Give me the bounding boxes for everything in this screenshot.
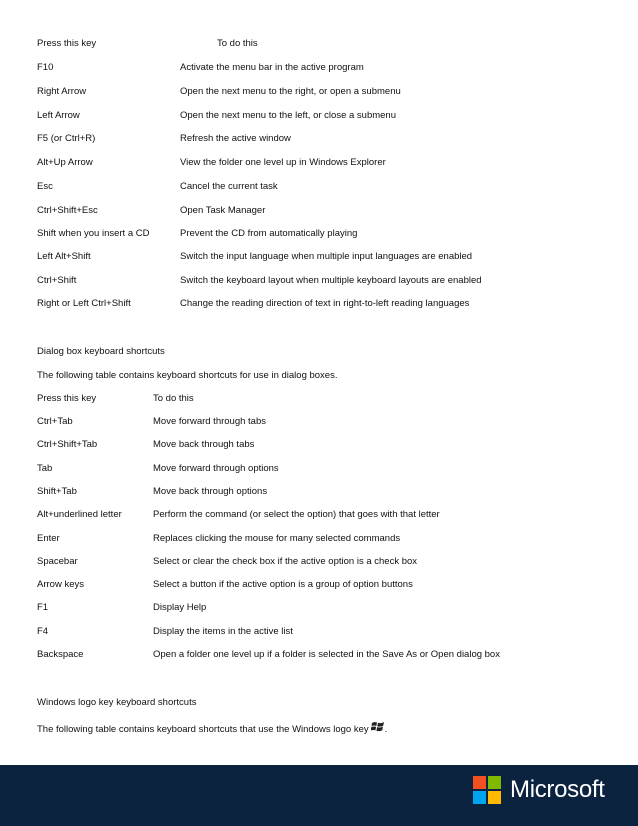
key-cell: Shift+Tab: [37, 486, 77, 497]
key-cell: Left Arrow: [37, 110, 80, 121]
key-cell: Ctrl+Shift: [37, 275, 77, 286]
key-cell: Ctrl+Shift+Esc: [37, 205, 98, 216]
table-row: [37, 509, 440, 521]
table-row: [37, 602, 207, 614]
action-cell: Display Help: [153, 602, 207, 613]
windows-logo-icon: [371, 720, 385, 737]
table-row: [37, 463, 279, 475]
table-row: [37, 62, 364, 74]
brand-name: Microsoft: [510, 776, 605, 803]
key-cell: Right or Left Ctrl+Shift: [37, 298, 131, 309]
action-cell: Display the items in the active list: [153, 626, 293, 637]
action-cell: Select or clear the check box if the active option is a check box: [153, 556, 418, 567]
key-cell: Arrow keys: [37, 579, 84, 590]
section-heading: Dialog box keyboard shortcuts: [37, 346, 165, 357]
key-cell: Alt+Up Arrow: [37, 157, 93, 168]
section-intro-end: .: [384, 724, 388, 735]
key-cell: Backspace: [37, 649, 84, 660]
table-row: [37, 86, 401, 98]
key-cell: Tab: [37, 463, 53, 474]
action-cell: Move back through tabs: [153, 439, 255, 450]
action-cell: Cancel the current task: [180, 181, 278, 192]
table-row: [37, 649, 500, 661]
key-cell: F4: [37, 626, 49, 637]
action-cell: To do this: [217, 38, 258, 49]
table-row: [37, 439, 255, 451]
action-cell: Switch the keyboard layout when multiple keyboard layouts are enabled: [180, 275, 482, 286]
action-cell: View the folder one level up in Windows Explorer: [180, 157, 386, 168]
table-row: [37, 133, 291, 145]
action-cell: Select a button if the active option is a group of option buttons: [153, 579, 413, 590]
key-cell: F5 (or Ctrl+R): [37, 133, 96, 144]
key-cell: Right Arrow: [37, 86, 87, 97]
action-cell: Move back through options: [153, 486, 268, 497]
section-intro: The following table contains keyboard shortcuts for use in dialog boxes.: [37, 370, 338, 381]
action-cell: Switch the input language when multiple input languages are enabled: [180, 251, 473, 262]
action-cell: Activate the menu bar in the active program: [180, 62, 364, 73]
key-cell: Shift when you insert a CD: [37, 228, 150, 239]
table-row: [37, 626, 293, 638]
table-row: [37, 110, 396, 122]
key-cell: Alt+underlined letter: [37, 509, 122, 520]
section-intro: [37, 720, 387, 737]
table-row: [37, 251, 473, 263]
key-cell: F1: [37, 602, 49, 613]
table-row: [37, 38, 258, 50]
key-cell: Press this key: [37, 393, 97, 404]
table-row: [37, 533, 401, 545]
action-cell: Open Task Manager: [180, 205, 266, 216]
action-cell: Move forward through tabs: [153, 416, 267, 427]
key-cell: Ctrl+Shift+Tab: [37, 439, 98, 450]
action-cell: Open a folder one level up if a folder is selected in the Save As or Open dialog box: [153, 649, 500, 660]
action-cell: Move forward through options: [153, 463, 279, 474]
action-cell: Perform the command (or select the option) that goes with that letter: [153, 509, 440, 520]
action-cell: To do this: [153, 393, 194, 404]
action-cell: Open the next menu to the right, or open a submenu: [180, 86, 401, 97]
table-row: [37, 181, 278, 193]
key-cell: Press this key: [37, 38, 97, 49]
table-row: [37, 205, 266, 217]
table-row: [37, 275, 482, 287]
action-cell: Prevent the CD from automatically playing: [180, 228, 358, 239]
action-cell: Replaces clicking the mouse for many selected commands: [153, 533, 401, 544]
table-row: [37, 416, 267, 428]
key-cell: Esc: [37, 181, 53, 192]
section-intro-text: The following table contains keyboard shortcuts that use the Windows logo key: [37, 724, 369, 735]
key-cell: Left Alt+Shift: [37, 251, 91, 262]
action-cell: Open the next menu to the left, or close a submenu: [180, 110, 396, 121]
key-cell: Spacebar: [37, 556, 78, 567]
table-row: [37, 228, 358, 240]
table-row: [37, 157, 386, 169]
table-row: [37, 393, 194, 405]
table-row: [37, 486, 268, 498]
table-row: [37, 298, 470, 310]
table-row: [37, 556, 418, 568]
key-cell: F10: [37, 62, 54, 73]
table-row: [37, 579, 413, 591]
section-heading: Windows logo key keyboard shortcuts: [37, 697, 197, 708]
action-cell: Change the reading direction of text in right-to-left reading languages: [180, 298, 470, 309]
key-cell: Enter: [37, 533, 60, 544]
action-cell: Refresh the active window: [180, 133, 291, 144]
key-cell: Ctrl+Tab: [37, 416, 73, 427]
microsoft-logo-icon: [473, 776, 502, 805]
